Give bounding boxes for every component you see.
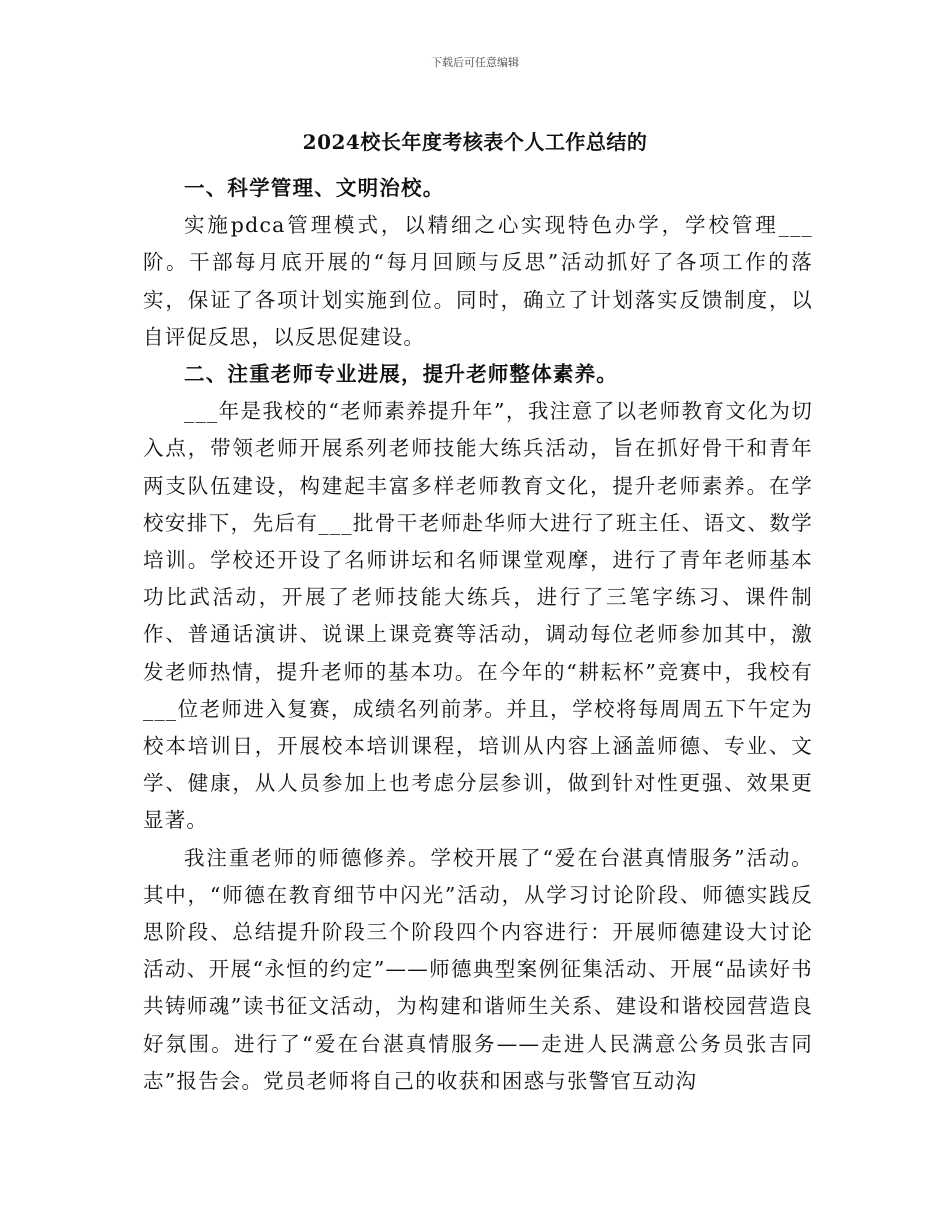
document-title: 2024校长年度考核表个人工作总结的 (302, 130, 648, 154)
section-heading-2: 二、注重老师专业进展，提升老师整体素养。 (184, 362, 618, 387)
section-heading-1: 一、科学管理、文明治校。 (184, 176, 445, 200)
header-note: 下载后可任意编辑 (431, 56, 519, 69)
paragraph: 实施pdca管理模式，以精细之心实现特色办学，学校管理___阶。干部每月底开展的“每月回顾与反思”活动抓好了各项工作的落实，保证了各项计划实施到位。同时，确立了计划落实反馈制度，以自评促反思，以反思促建设。 (143, 213, 813, 349)
paragraph: 我注重老师的师德修养。学校开展了“爱在台湛真情服务”活动。其中，“师德在教育细节中闪光”活动，从学习讨论阶段、师德实践反思阶段、总结提升阶段三个阶段四个内容进行：开展师德建设大讨论活动、开展“永恒的约定”——师德典型案例征集活动、开展“品读好书共铸师魂”读书征文活动，为构建和谐师生关系、建设和谐校园营造良好氛围。进行了“爱在台湛真情服务——走进人民满意公务员张吉同志”报告会。党员老师将自己的收获和困惑与张警官互动沟 (143, 845, 813, 1093)
paragraph: ___年是我校的“老师素养提升年”，我注意了以老师教育文化为切入点，带领老师开展系列老师技能大练兵活动，旨在抓好骨干和青年两支队伍建设，构建起丰富多样老师教育文化，提升老师素养。在学校安排下，先后有___批骨干老师赴华师大进行了班主任、语文、数学培训。学校还开设了名师讲坛和名师课堂观摩，进行了青年老师基本功比武活动，开展了老师技能大练兵，进行了三笔字练习、课件制作、普通话演讲、说课上课竞赛等活动，调动每位老师参加其中，激发老师热情，提升老师的基本功。在今年的“耕耘杯”竞赛中，我校有___位老师进入复赛，成绩名列前茅。并且，学校将每周周五下午定为校本培训日，开展校本培训课程，培训从内容上涵盖师德、专业、文学、健康，从人员参加上也考虑分层参训，做到针对性更强、效果更显著。 (143, 399, 813, 833)
document-body (143, 170, 813, 1100)
